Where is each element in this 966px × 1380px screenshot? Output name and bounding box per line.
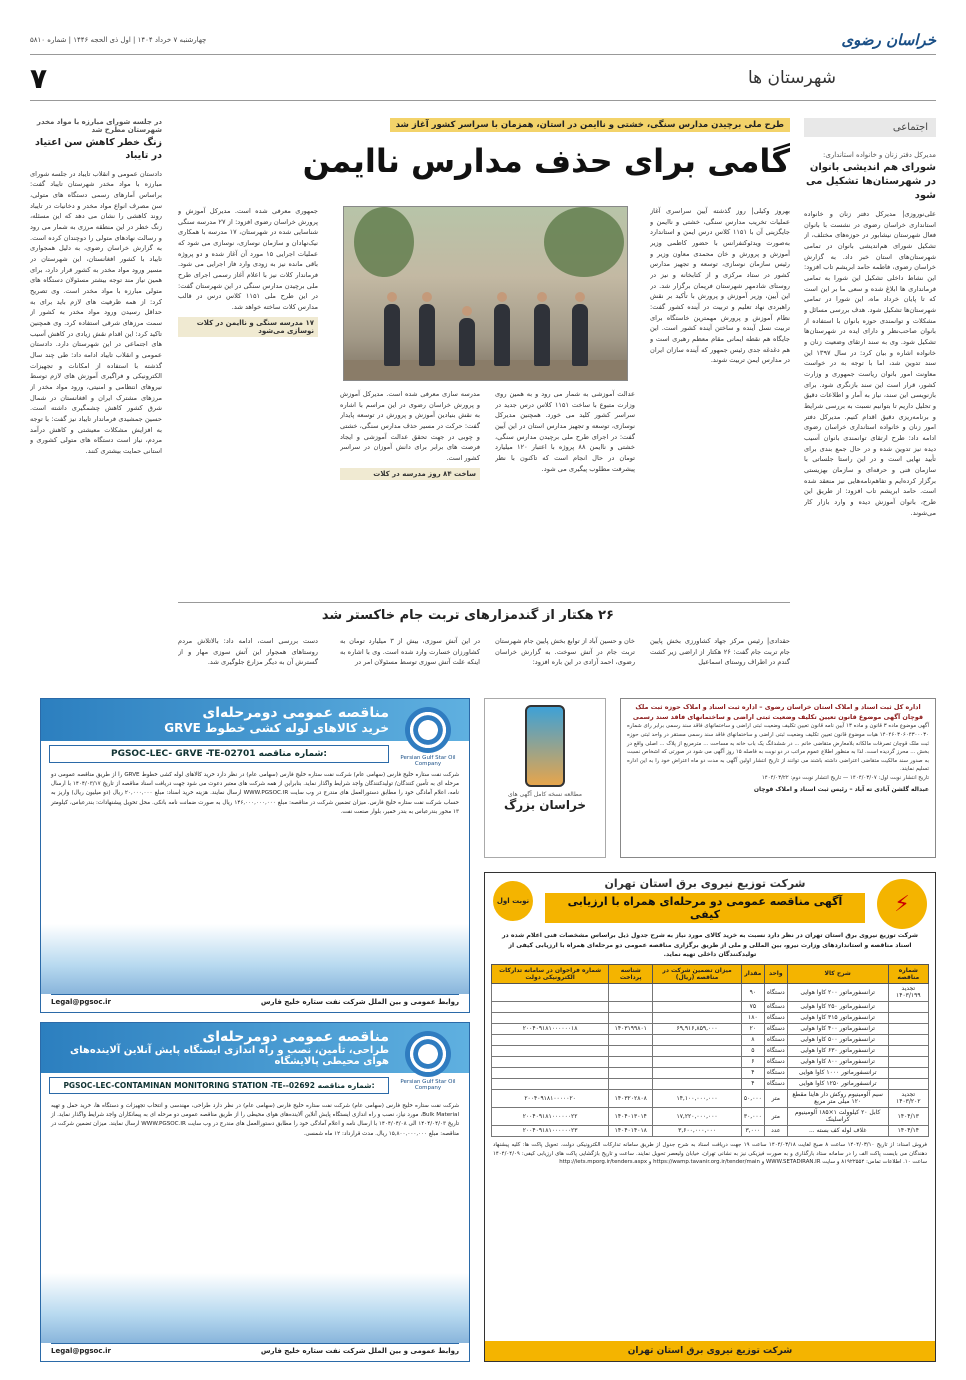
- table-row: [492, 1012, 929, 1023]
- table-cell: دستگاه: [764, 1012, 787, 1023]
- table-cell: ۸: [741, 1034, 764, 1045]
- photo-person-head: [422, 292, 432, 302]
- article-body: دست بررسی است، ادامه داد: بالاتلاش مردم روستاهای همجوار این آتش سوزی مهار و از گسترش آن به دیگر مزارع جلوگیری شد.: [178, 637, 318, 667]
- lightning-logo-icon: ⚡: [877, 879, 927, 929]
- photo-person: [534, 304, 550, 366]
- photo-person-head: [497, 292, 507, 302]
- table-cell: ۱۴۰۴/۱۳: [888, 1107, 928, 1125]
- pgsoc-logo-icon: [405, 1031, 451, 1077]
- phone-icon: [525, 705, 565, 787]
- table-cell: دستگاه: [764, 1001, 787, 1012]
- company-logo: [397, 707, 459, 767]
- section-title: شهرستان ها: [747, 68, 836, 88]
- table-cell: [888, 1012, 928, 1023]
- ad-footer: [51, 1343, 459, 1355]
- decorative-wave: [41, 1273, 469, 1343]
- ad-email[interactable]: Legal@pgsoc.ir: [51, 998, 111, 1006]
- table-cell: ۴: [741, 1067, 764, 1078]
- table-cell: ۵۰,۰۰۰: [741, 1089, 764, 1107]
- table-cell: [888, 1023, 928, 1034]
- table-header-cell: مقدار: [741, 964, 764, 983]
- table-cell: ۲۰۰۴۰۹۱۸۱۰۰۰۰۰۲۰: [492, 1089, 609, 1107]
- article-body: در این آتش سوزی، بیش از ۳ میلیارد تومان به کشاورزان خسارت وارد شده است. وی با اشاره به اینکه علت آتش سوزی توسط مسئولان امر در: [340, 637, 480, 667]
- table-cell: متر: [764, 1089, 787, 1107]
- table-cell: ۲۰۰۴۰۹۱۸۱۰۰۰۰۰۰۲۲: [492, 1107, 609, 1125]
- table-cell: [609, 1056, 653, 1067]
- category-tag: اجتماعی: [804, 118, 936, 137]
- article-body: حقدادی| رئیس مرکز جهاد کشاورزی بخش پایین جام تربت جام گفت: ۲۶ هکتار از اراضی زیر کشت گندم در اطراف روستای اسماعیل: [650, 637, 790, 667]
- page-header-rule: [30, 100, 936, 101]
- story-title: ۲۶ هکتار از گندمزارهای تربت جام خاکستر شد: [321, 608, 614, 623]
- secondary-story: [178, 636, 790, 684]
- first-round-badge: نوبت اول: [493, 881, 533, 921]
- article-title: زنگ خطر کاهش سن اعتیاد در تایباد: [35, 137, 162, 162]
- table-cell: دستگاه: [764, 1034, 787, 1045]
- table-header-cell: میزان تضمین شرکت در مناقصه (ریال): [653, 964, 742, 983]
- photo-person: [419, 304, 435, 366]
- table-row: [492, 1056, 929, 1067]
- ad-subtitle: طراحی، تأمین، نصب و راه اندازی ایستگاه پایش آنلاین آلاینده‌های هوای محیطی پالایشگاه: [70, 1045, 389, 1067]
- table-cell: ۳۰,۰۰۰: [741, 1107, 764, 1125]
- table-cell: [888, 1067, 928, 1078]
- table-cell: [492, 1045, 609, 1056]
- table-cell: [653, 1045, 742, 1056]
- photo-person-head: [575, 292, 585, 302]
- ad-title: مناقصه عمومی دومرحله‌ای: [202, 705, 389, 721]
- table-cell: ۵: [741, 1045, 764, 1056]
- table-cell: ۷۵: [741, 1001, 764, 1012]
- table-header-cell: واحد: [764, 964, 787, 983]
- promo-ad[interactable]: [484, 698, 606, 858]
- table-cell: ترانسفورماتور ۶۳۰ کاوا هوایی: [787, 1045, 888, 1056]
- headline: گامی برای حذف مدارس ناایمن: [302, 142, 790, 180]
- article-body: بهروز وکیلی| روز گذشته آیین سراسری آغاز عملیات تخریب مدارس سنگی، خشتی و ناایمن و جایگزینی آن با ۱۱۵۱ کلاس درس ایمن و استاندارد به‌صورت ویدئوکنفرانس با حضور کاظمی وزیر آموزش و پرورش و خان محمدی معاون وزیر و رئیس سازمان نوسازی، توسعه و تجهیز مدارس کشور در ستاد مرکزی و از کتابخانه و نیز در روستای شادمهر شهرستان فریمان برگزار شد. در این آیین، وزیر آموزش و پرورش با تأکید بر نقش راهبردی نهاد تعلیم و تربیت در آینده کشور گفت: نظام آموزش و پرورش مهمترین خاستگاه برای تربیت نسل آینده و ساختن آینده کشور است. این جایگاه هم نقطه ایمانی مقام معظم رهبری است و هم دغدغه جدی رئیس جمهور که آینده سازان ایران در مدارس ایمن تربیت شوند.: [650, 207, 790, 365]
- photo-person: [572, 304, 588, 366]
- table-cell: [653, 1056, 742, 1067]
- page-number: ۷: [30, 61, 48, 95]
- ad-footer-org: روابط عمومی و بین الملل شرکت نفت ستاره خلیج فارس: [260, 998, 459, 1006]
- tender-number-value: PGSOC-LEC-CONTAMINAN MONITORING STATION -TE--02692: [63, 1081, 315, 1090]
- subheading: ۱۷ مدرسه سنگی و ناایمن در کلات نوسازی می‌شود: [178, 317, 318, 337]
- table-cell: [888, 1056, 928, 1067]
- table-row: [492, 1078, 929, 1089]
- table-cell: ۲۰: [741, 1023, 764, 1034]
- notice-title: اداره کل ثبت اسناد و املاک استان خراسان رضوی – اداره ثبت اسناد و املاک حوزه ثبت ملک قوچان آگهی موضوع قانون تعیین تکلیف وضعیت ثبتی اراضی و ساختمانهای فاقد سند رسمی: [632, 703, 924, 721]
- ad-body: [41, 767, 469, 821]
- table-row: [492, 1067, 929, 1078]
- pgsoc-logo-icon: [405, 707, 451, 753]
- article-body: مدرسه سازی معرفی شده است. مدیرکل آموزش و پرورش خراسان رضوی در این مراسم با اشاره به نقش بنیادین آموزش و پرورش در توسعه پایدار گفت: حرکت در مسیر حذف مدارس سنگی، خشتی و چوبی در جهت تحقق عدالت آموزشی و ایجاد فرصت های برابر برای دانش آموزان در سراسر کشور است.: [340, 390, 480, 463]
- registry-notice: [620, 698, 936, 858]
- table-cell: [609, 1067, 653, 1078]
- table-cell: ۳,۶۰۰,۰۰۰,۰۰۰: [653, 1125, 742, 1136]
- table-cell: ترانسفورماتور ۲۵۰ کاوا هوایی: [787, 1001, 888, 1012]
- text-column: [340, 636, 480, 684]
- story-divider: [178, 602, 790, 603]
- article-kicker: در جلسه شورای مبارزه با مواد مخدر شهرستان مطرح شد: [36, 118, 162, 134]
- table-row: [492, 1023, 929, 1034]
- text-column: [178, 636, 318, 684]
- photo-person-head: [387, 292, 397, 302]
- table-header-row: [492, 964, 929, 983]
- table-cell: [653, 1012, 742, 1023]
- table-cell: ۱۴۰۳۲۰۲۸۰۸: [609, 1089, 653, 1107]
- photo-person-head: [462, 306, 472, 316]
- elec-title: آگهی مناقصه عمومی دو مرحله‌ای همراه با ارزیابی کیفی: [545, 893, 865, 923]
- tender-number-label: شماره مناقصه:: [258, 749, 328, 759]
- photo-person: [494, 304, 510, 366]
- company-name: شرکت نفت ستاره خلیج فارس (سهامی عام): [352, 1103, 459, 1109]
- table-cell: دستگاه: [764, 1045, 787, 1056]
- ad-footer-org: روابط عمومی و بین الملل شرکت نفت ستاره خلیج فارس: [260, 1347, 459, 1355]
- table-cell: [492, 983, 609, 1001]
- table-cell: [888, 1001, 928, 1012]
- photo-tree: [544, 207, 624, 277]
- table-cell: [609, 1001, 653, 1012]
- table-cell: عدد: [764, 1125, 787, 1136]
- table-cell: [492, 1067, 609, 1078]
- article-body: عدالت آموزشی به شمار می رود و به همین روی وزارت متبوع با ساخت ۱۱۵۱ کلاس درس جدید در سراسر کشور کلید می خورد. همچنین مدیرکل نوسازی، توسعه و تجهیز مدارس استان در این آیین گفت: در اجرای طرح ملی برچیدن مدارس سنگی، خشتی و ناایمن ۸۸ پروژه با اعتبار ۱۲۰ میلیارد تومان در حال انجام است که تاکنون با نظر پیشرفت مطلوب پیگیری می شود.: [495, 390, 635, 473]
- tender-ad-monitoring-station: [40, 1022, 470, 1362]
- side-column-right: [804, 118, 936, 678]
- table-cell: [888, 1045, 928, 1056]
- elec-footer: شرکت توزیع نیروی برق استان تهران: [485, 1341, 935, 1361]
- table-cell: ۶: [741, 1056, 764, 1067]
- article-kicker: مدیرکل دفتر زنان و خانواده استانداری:: [822, 151, 936, 159]
- tender-number-label: شماره مناقصه:: [317, 1081, 375, 1090]
- notice-body: آگهی موضوع ماده ۳ قانون و ماده ۱۳ آیین نامه قانون تعیین تکلیف وضعیت ثبتی اراضی و ساختمانهای فاقد سند رسمی برابر رای شماره ۱۴۰۴۶۰۳۰۶۰۴۳۰۰۰۳۰ هیات موضوع قانون تعیین تکلیف وضعیت ثبتی اراضی و ساختمانهای فاقد سند رسمی مستقر در واحد ثبتی حوزه ثبت ملک قوچان تصرفات مالکانه بلامعارض متقاضی خانم ... در ششدانگ یک باب خانه به مساحت ... مترمربع از پلاک ... اصلی واقع در بخش ... محرز گردیده است. لذا به منظور اطلاع عموم مراتب در دو نوبت به فاصله ۱۵ روز آگهی می شود در صورتی که اشخاص نسبت به صدور سند مالکیت متقاضی اعتراضی داشته باشند می توانند از تاریخ انتشار اولین آگهی به مدت دو ماه اعتراض خود را به این اداره تسلیم نمایند.: [627, 723, 929, 773]
- table-cell: ترانسفورماتور ۳۱۵ کاوا هوایی: [787, 1012, 888, 1023]
- company-name: شرکت نفت ستاره خلیج فارس (سهامی عام): [353, 772, 460, 778]
- table-cell: [609, 983, 653, 1001]
- table-cell: [609, 1045, 653, 1056]
- photo-person-head: [537, 292, 547, 302]
- table-cell: تجدید ۱۴۰۳/۱۹۹: [888, 983, 928, 1001]
- table-row: [492, 1001, 929, 1012]
- table-row: [492, 1089, 929, 1107]
- table-cell: ۴: [741, 1078, 764, 1089]
- table-cell: [653, 1001, 742, 1012]
- table-cell: [653, 1067, 742, 1078]
- notice-dates: تاریخ انتشار نوبت اول: ۱۴۰۴/۰۳/۰۷ — تاریخ انتشار نوبت دوم: ۱۴۰۴/۰۳/۲۲: [761, 775, 929, 782]
- photo-person: [384, 304, 400, 366]
- ad-title: مناقصه عمومی دومرحله‌ای: [202, 1029, 389, 1045]
- table-cell: [653, 1078, 742, 1089]
- table-cell: ترانسفورماتور ۴۰۰ کاوا هوایی: [787, 1023, 888, 1034]
- table-cell: [888, 1078, 928, 1089]
- electricity-tender-ad: [484, 872, 936, 1362]
- tender-ad-grve: [40, 698, 470, 1013]
- ad-footer: [51, 994, 459, 1006]
- ad-email[interactable]: Legal@pgsoc.ir: [51, 1347, 111, 1355]
- tender-number: [49, 745, 389, 763]
- table-header-cell: شناسه پرداخت: [609, 964, 653, 983]
- table-cell: ۹۰: [741, 983, 764, 1001]
- main-article: [178, 118, 790, 478]
- company-logo: [397, 1031, 459, 1091]
- table-cell: [609, 1078, 653, 1089]
- table-cell: ترانسفورماتور ۵۰۰ کاوا هوایی: [787, 1034, 888, 1045]
- article-body: علی‌نوروزی| مدیرکل دفتر زنان و خانواده استانداری خراسان رضوی در نشست با بانوان فعال شهرستان نیشابور در حوزه‌های مختلف، از تشکیل شورای هم‌اندیشی بانوان در تمامی شهرستان‌های استان خبر داد. به گزارش خراسان رضوی، فاطمه حامد ابریشم تاب افزود: این نشاط داخلی تشکیل این شورا به تمامی فرمانداری ها ابلاغ شده و سعی ما بر این است که تا پایان خرداد ماه، این شورا در تمامی شهرستان‌ها تشکیل شود. هدف بررسی مسائل و مشکلات و توانمندی حوزه بانوان با استفاده از بانوان صاحب‌نظر و دارای ایده در شهرستان‌ها تشکیل شود. وی به سند ارتقای وضعیت زنان و خانواده اشاره و بیان کرد: در سال ۱۳۹۷ این سند تدوین شد، اما با توجه به در خواست معاونت امور بانوان ریاست جمهوری و وزارت کشور، قرار است این سند بازنگری شود. برای بازنویسی این سند، نیاز به آمار و اطلاعات دقیق و تحلیل داریم تا بتوانیم نسبت به بررسی شرایط و برنامه‌ریزی دقیق اقدام کنیم. مدیرکل دفتر امور زنان و خانواده استانداری خراسان رضوی ادامه داد: طرح ارتقای توانمندی بانوان آسیب دیده نیز تدوین شده و در حال جمع بندی برای تأیید نهایی است و در این راستا جلساتی با سازمان فنی و حرفه‌ای و سازمان بهزیستی برگزار کرده‌ایم و تفاهم‌نامه‌هایی نیز منعقد شده است. حامد ابریشم تاب افزود: از طریق این طرح، بانوان آموزش دیده و وارد بازار کار می‌شوند.: [804, 210, 936, 517]
- article-body: خان و حسین آباد از توابع بخش پایین جام شهرستان تربت جام در آتش سوخت. به گزارش خراسان رضوی، احمد آزادی در این باره افزود:: [495, 637, 635, 667]
- table-header-cell: شماره فراخوان در سامانه تدارکات الکترونیکی دولت: [492, 964, 609, 983]
- table-cell: ترانسفورماتور ۲۰۰ کاوا هوایی: [787, 983, 888, 1001]
- table-cell: تجدید ۱۴۰۳/۲۰۲: [888, 1089, 928, 1107]
- company-name-en: Persian Gulf Star Oil Company: [400, 1079, 456, 1091]
- table-cell: ۱۴۰۳۱۹۹۸۰۱: [609, 1023, 653, 1034]
- table-cell: غلاف لوله کف بسته ...: [787, 1125, 888, 1136]
- photo-person: [459, 318, 475, 366]
- table-cell: ۱۴۰۴۰۱۴۰۱۸: [609, 1125, 653, 1136]
- photo-tree: [354, 207, 414, 277]
- dateline: چهارشنبه ۷ خرداد ۱۴۰۴ | اول ذی الحجه ۱۴۴۶ | شماره ۵۸۱۰: [30, 36, 207, 44]
- table-cell: متر: [764, 1107, 787, 1125]
- table-cell: ۱۷,۲۲۰,۰۰۰,۰۰۰: [653, 1107, 742, 1125]
- table-cell: دستگاه: [764, 1056, 787, 1067]
- table-cell: ۱۸۰: [741, 1012, 764, 1023]
- decorative-wave: [41, 924, 469, 994]
- table-cell: ۱۴,۱۰۰,۰۰۰,۰۰۰: [653, 1089, 742, 1107]
- elec-header: [485, 873, 935, 927]
- table-cell: [492, 1001, 609, 1012]
- table-cell: ۲۰۰۴۰۹۱۸۱۰۰۰۰۰۰۲۳: [492, 1125, 609, 1136]
- table-cell: ترانسفورماتور ۱۲۵۰ کاوا هوایی: [787, 1078, 888, 1089]
- table-row: [492, 1107, 929, 1125]
- table-row: [492, 1125, 929, 1136]
- table-cell: کابل ۲۰ کیلوولت ۱×۱۸۵ آلومینیوم کراسلینک: [787, 1107, 888, 1125]
- side-column-left: [30, 118, 162, 678]
- table-cell: ۱۴۰۴۰۱۳۰۱۴: [609, 1107, 653, 1125]
- table-header-cell: شرح کالا: [787, 964, 888, 983]
- ad-subtitle: خرید کالاهای لوله کشی خطوط GRVE: [164, 721, 389, 735]
- table-cell: ترانسفورماتور ۱۰۰۰ کاوا هوایی: [787, 1067, 888, 1078]
- tender-table: [491, 964, 929, 1137]
- table-cell: [609, 1012, 653, 1023]
- text-column: [650, 636, 790, 684]
- ad-body: [41, 1098, 469, 1143]
- table-cell: دستگاه: [764, 1023, 787, 1034]
- promo-caption: مطالعه نسخه کامل آگهی های: [507, 791, 583, 798]
- table-cell: [609, 1034, 653, 1045]
- table-row: [492, 1045, 929, 1056]
- page-header: [30, 58, 936, 98]
- article-photo: [343, 206, 628, 381]
- table-cell: سیم آلومینیوم روکش دار هاینا مقطع ۱۲۰ میلی متر مربع: [787, 1089, 888, 1107]
- table-cell: [492, 1012, 609, 1023]
- table-cell: [492, 1034, 609, 1045]
- elec-body: فروش اسناد: از تاریخ ۱۴۰۴/۰۳/۱۰ ساعت ۸ صبح لغایت ۱۴۰۴/۰۳/۱۸ ساعت ۱۹ جهت دریافت اسناد به شرح جدول از طریق سامانه تدارکات الکترونیکی دولت. تحویل پاکت ها: کلیه پیشنهاد دهندگان می بایست پاکت الف را در سامانه ستاد بارگذاری و به صورت فیزیکی نیز به نشانی تهران، خیابان ولیعصر تحویل نمایند. ساعت و تاریخ بازگشایی پاکت های ارزیابی کیفی: ۱۴۰۴/۰۴/۰۹ ساعت ۱۰. اطلاعات تماس: ۸۱۹۲۲۵۵۴ و سایت WWW.SETADIRAN.IR و https://wamp.tavanir.org.ir/tender/main و http://iets.mporg.ir/tenders.aspx: [493, 1141, 927, 1166]
- table-cell: دستگاه: [764, 983, 787, 1001]
- ad-body-text: شرکت نفت ستاره خلیج فارس (سهامی عام) در نظر دارد طراحی، مهندسی و انتخاب تجهیزات و دستگاه ها، خرید حمل و تهیه Bulk Material، مورد نیاز، نصب و راه اندازی ایستگاه پایش آنلاین آلاینده‌های هوای محیطی را از طریق مناقصه عمومی دو مرحله ای به پیمانکاران واجد شرایط واگذار نماید. از تاریخ ۱۴۰۴/۰۴/۰۳ الی ۱۴۰۴/۰۴/۰۸ با ارسال نامه و اعلام آمادگی خود را مطابق دستورالعمل های مندرج در وب سایت WWW.PGSOC.IR ارسال نمایند. میزان تضمین شرکت در مناقصه: مبلغ ۱۵,۸۰۰,۰۰۰,۰۰۰ ریال. مدت قرارداد: ۱۲ ماه شمسی.: [51, 1103, 460, 1137]
- table-cell: ترانسفورماتور ۸۰۰ کاوا هوایی: [787, 1056, 888, 1067]
- table-cell: [653, 983, 742, 1001]
- table-cell: [492, 1078, 609, 1089]
- subheading: ساخت ۸۴ روز مدرسه در کلات: [340, 468, 480, 480]
- table-cell: ۲۰۰۴۰۹۱۸۱۰۰۰۰۰۰۱۸: [492, 1023, 609, 1034]
- company-name-en: Persian Gulf Star Oil Company: [400, 755, 456, 767]
- tender-number: [49, 1077, 389, 1094]
- text-column: [495, 636, 635, 684]
- table-cell: ۱۴۰۴/۱۴: [888, 1125, 928, 1136]
- table-cell: ۶۹,۹۱۶,۸۵۹,۰۰۰: [653, 1023, 742, 1034]
- promo-title: خراسان بزرگ: [503, 798, 587, 812]
- article-body: دادستان عمومی و انقلاب تایباد در جلسه شورای مبارزه با مواد مخدر شهرستان تایباد گفت: براساس آمارهای رسمی دستگاه های متولی، سن مصرف انواع مواد مخدر و دخانیات در تایباد روند کاهشی را نشان می دهد که این مسئله، زنگ خطر در این منطقه مرزی به شمار می رود و رسالت نهادهای متولی را دوچندان کرده است. به گزارش خراسان رضوی، به دلیل همجواری تایباد با کشور افغانستان، این شهرستان در مسیر ورود مواد مخدر به کشور قرار دارد، برای همین نیاز مند توجه بیشتر مسئولان دستگاه های متولی مبارزه با مواد مخدر است. وی تصریح کرد: از همه ظرفیت های لازم باید برای به حداقل رسیدن ورود مواد مخدر به کشور از سمت مرزهای شرقی استفاده کرد. وی همچنین تاکید کرد: این اقدام نقش زیادی در کاهش آسیب های اجتماعی در این شهرستان دارد. دادستان عمومی و انقلاب تایباد ادامه داد: طی چند سال گذشته با استفاده از امکانات و تجهیزات الکترونیکی و فراگیری آموزش های لازم توسط نیروهای انتظامی و امنیتی، ورود مواد مخدر از مرزهای مشترک ایران و افغانستان در شمال شرق کشور کاهش چشمگیری داشته است. حسین جمشیدی فرماندار تایباد نیز گفت: با توجه به افزایش مشکلات معیشتی و کاهش درآمد مردم، نیاز است دستگاه های متولی کشوری و استانی حمایت بیشتری کنند.: [30, 169, 162, 456]
- table-cell: [888, 1034, 928, 1045]
- elec-intro: شرکت توزیع نیروی برق استان تهران در نظر دارد نسبت به خرید کالای مورد نیاز به شرح جدول ذیل براساس مشخصات فنی اعلام شده در اسناد مناقصه و استانداردهای وزارت نیرو، بین المللی و ملی از طریق برگزاری مناقصه عمومی دو مرحله‌ای همراه با ارزیابی کیفی از تولیدکنندگان داخلی تهیه نماید.: [501, 932, 918, 959]
- table-body: [492, 983, 929, 1136]
- table-row: [492, 983, 929, 1001]
- elec-company: شرکت توزیع نیروی برق استان تهران: [604, 877, 806, 890]
- newspaper-logo: خراسان رضوی: [841, 31, 936, 49]
- table-cell: [492, 1056, 609, 1067]
- table-cell: دستگاه: [764, 1067, 787, 1078]
- notice-signer: عبداله گلشن آبادی ته آباد – رئیس ثبت اسناد و املاک قوچان: [753, 785, 929, 793]
- article-body: جمهوری معرفی شده است. مدیرکل آموزش و پرورش خراسان رضوی افزود: از ۲۷ مدرسه سنگی شناسایی شده در شهرستان، ۱۷ مدرسه با همکاری نیک‌نهادان و سازمان نوسازی، نوسازی می شود که عملیات اجرایی ۱۵ مورد آن آغاز شده و دو پروژه باقی مانده نیز به زودی وارد فاز اجرایی می شود. فرماندار کلات نیز با اعلام آغاز رسمی اجرای طرح ملی برچیدن مدارس سنگی در این شهرستان گفت: در این طرح ملی ۱۱۵۱ کلاس درس در قالب مدارس کلات ساخته خواهد شد.: [178, 207, 318, 312]
- headline-kicker: طرح ملی برچیدن مدارس سنگی، خشتی و ناایمن در استان، همزمان با سراسر کشور آغاز شد: [390, 118, 790, 132]
- article-title: شورای هم اندیشی بانوان در شهرستان‌ها تشکیل می شود: [806, 162, 936, 201]
- table-row: [492, 1034, 929, 1045]
- masthead: [30, 28, 936, 52]
- ad-body-text: شرکت نفت ستاره خلیج فارس (سهامی عام) در نظر دارد خرید کالاهای لوله کشی خطوط GRVE را از طریق مناقصه عمومی دو مرحله ای به تأمین کنندگان/ تولیدکنندگان واجد شرایط واگذار نماید. بنابراین از همه شرکت های معتبر دعوت می شود جهت دریافت اسناد مناقصه از تاریخ ۱۴۰۴/۰۳/۱۷ با ارسال نامه، اعلام آمادگی خود را مطابق دستورالعمل های مندرج در وب سایت WWW.PGSOC.IR ارسال نمایند. هزینه خرید اسناد: مبلغ ۲۰,۰۰۰,۰۰۰ ریال (دو میلیون ریال) واریز به حساب شرکت نفت ستاره خلیج فارس. میزان تضمین شرکت در مناقصه: مبلغ ۱۴۶,۰۰۰,۰۰۰,۰۰۰ ریال به صورت ضمانت نامه بانکی. محل تحویل پیشنهادات: بندرعباس، کیلومتر ۱۳ محور بندرعباس به بندر خمیر، بلوار صنعت نفت.: [51, 772, 459, 815]
- masthead-rule: [30, 54, 936, 55]
- table-cell: [653, 1034, 742, 1045]
- tender-number-value: PGSOC-LEC- GRVE -TE-02701: [110, 749, 256, 759]
- table-cell: ۳,۰۰۰: [741, 1125, 764, 1136]
- table-header-cell: شماره مناقصه: [888, 964, 928, 983]
- table-cell: دستگاه: [764, 1078, 787, 1089]
